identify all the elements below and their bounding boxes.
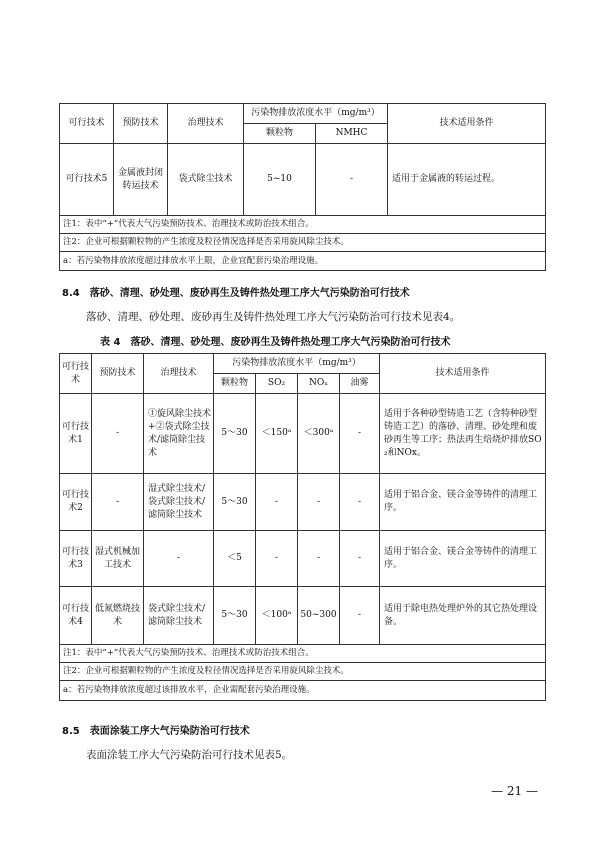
cell-cond: 适用于各种砂型铸造工艺（含特种砂型铸造工艺）的落砂、清理、砂处理和废砂再生等工序；热法再生焙烧炉排放SO₂和NOx。 [380,394,546,474]
cell-particles: 5~10 [244,144,316,216]
header-treat: 治理技术 [168,104,244,144]
header-oil: 油雾 [340,374,380,394]
header-cond: 技术适用条件 [388,104,546,144]
cell-nox: - [298,531,340,587]
cell-so2: ＜100ᵃ [256,587,298,645]
header-nox: NOₓ [298,374,340,394]
section-paragraph-8-5: 表面涂装工序大气污染防治可行技术见表5。 [86,749,293,761]
cell-tech: 可行技术4 [60,587,92,645]
table-row [60,587,546,645]
header-prevent: 预防技术 [92,354,144,394]
header-particles: 颗粒物 [244,124,316,144]
table-row [60,531,546,587]
cell-nox: ＜300ᵃ [298,394,340,474]
header-treat: 治理技术 [144,354,214,394]
section-heading-8-4: 8.4 落砂、清理、砂处理、废砂再生及铸件热处理工序大气污染防治可行技术 [62,288,410,299]
cell-treat: ①旋风除尘技术+②袋式除尘技术/滤筒除尘技术 [144,394,214,474]
cell-nmhc: - [316,144,388,216]
header-cond: 技术适用条件 [380,354,546,394]
cell-tech: 可行技术2 [60,474,92,531]
table-continued [59,103,546,271]
cell-so2: ＜150ᵃ [256,394,298,474]
cell-so2: - [256,531,298,587]
cell-nox: - [298,474,340,531]
header-nmhc: NMHC [316,124,388,144]
cell-prevent: - [92,394,144,474]
table-note: 注1：表中“+”代表大气污染预防技术、治理技术或防治技术组合。 [60,645,546,663]
cell-tech: 可行技术1 [60,394,92,474]
table-footnote: a：若污染物排放浓度超过该排放水平，企业需配套污染治理设施。 [60,681,546,701]
table-caption: 表 4 落砂、清理、砂处理、废砂再生及铸件热处理工序大气污染防治可行技术 [100,337,451,348]
table-note: 注2：企业可根据颗粒物的产生浓度及粒径情况选择是否采用旋风除尘技术。 [60,234,546,252]
cell-tech: 可行技术5 [60,144,114,216]
cell-so2: - [256,474,298,531]
cell-cond: 适用于金属液的转运过程。 [388,144,546,216]
cell-tech: 可行技术3 [60,531,92,587]
header-prevent: 预防技术 [114,104,168,144]
table-4 [59,353,546,701]
cell-oil: - [340,474,380,531]
cell-prevent: - [92,474,144,531]
header-emission: 污染物排放浓度水平（mg/m³） [214,354,380,374]
cell-treat: - [144,531,214,587]
table-note: 注1：表中“+”代表大气污染预防技术、治理技术或防治技术组合。 [60,216,546,234]
table-row [60,394,546,474]
cell-prevent: 金属液封闭转运技术 [114,144,168,216]
cell-prevent: 低氮燃烧技术 [92,587,144,645]
page-number: — 21 — [491,784,538,798]
header-emission: 污染物排放浓度水平（mg/m³） [244,104,388,124]
cell-cond: 适用于除电热处理炉外的其它热处理设备。 [380,587,546,645]
table-row [60,474,546,531]
table-note: 注2：企业可根据颗粒物的产生浓度及粒径情况选择是否采用旋风除尘技术。 [60,663,546,681]
header-tech: 可行技术 [60,354,92,394]
table-row [60,144,546,216]
section-paragraph-8-4: 落砂、清理、砂处理、废砂再生及铸件热处理工序大气污染防治可行技术见表4。 [86,311,461,323]
cell-treat: 湿式除尘技术/袋式除尘技术/滤筒除尘技术 [144,474,214,531]
header-particles: 颗粒物 [214,374,256,394]
cell-cond: 适用于铝合金、镁合金等铸件的清理工序。 [380,474,546,531]
table-footnote: a：若污染物排放浓度超过排放水平上限，企业宜配套污染治理设施。 [60,252,546,271]
cell-nox: 50~300 [298,587,340,645]
section-heading-8-5: 8.5 表面涂装工序大气污染防治可行技术 [62,726,250,737]
cell-particles: 5～30 [214,587,256,645]
header-tech: 可行技术 [60,104,114,144]
cell-particles: ＜5 [214,531,256,587]
cell-treat: 袋式除尘技术/滤筒除尘技术 [144,587,214,645]
cell-oil: - [340,587,380,645]
cell-prevent: 湿式机械加工技术 [92,531,144,587]
cell-treat: 袋式除尘技术 [168,144,244,216]
header-so2: SO₂ [256,374,298,394]
cell-oil: - [340,394,380,474]
cell-cond: 适用于铝合金、镁合金等铸件的清理工序。 [380,531,546,587]
cell-oil: - [340,531,380,587]
cell-particles: 5～30 [214,394,256,474]
cell-particles: 5～30 [214,474,256,531]
